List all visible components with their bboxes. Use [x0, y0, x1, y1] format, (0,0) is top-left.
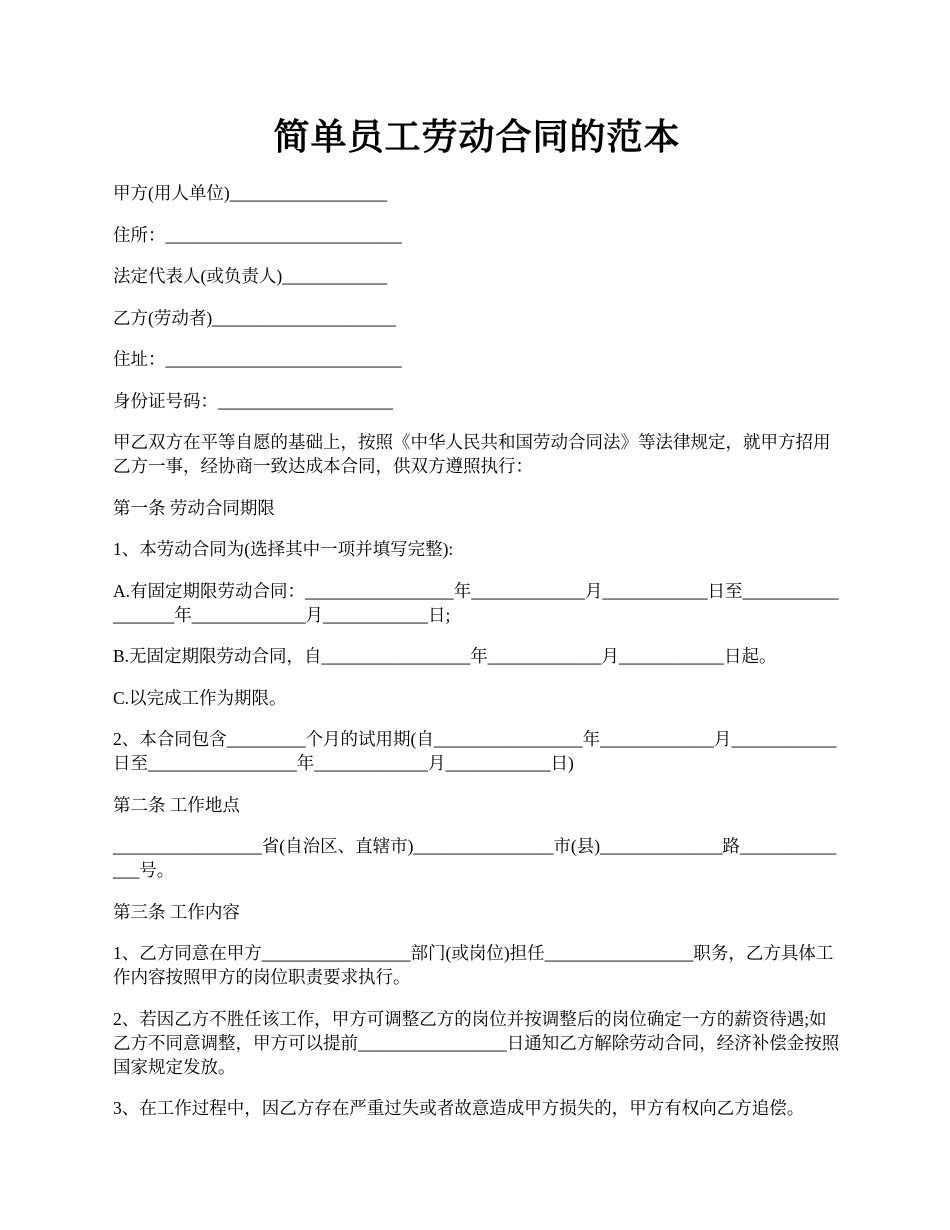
article-2-heading: 第二条 工作地点 [113, 794, 240, 815]
article-3-clause-3: 3、在工作过程中，因乙方存在严重过失或者故意造成甲方损失的，甲方有权向乙方追偿。 [113, 1098, 805, 1118]
party-b-address-line: 住址：___________________________ [113, 349, 402, 369]
document-title: 简单员工劳动合同的范本 [273, 117, 681, 157]
article-3-clause-1: 1、乙方同意在甲方_________________部门(或岗位)担任_________________职务，乙方具体工作内容按照甲方的岗位职责要求执行。 [113, 943, 834, 987]
legal-representative-line: 法定代表人(或负责人)____________ [113, 266, 388, 286]
document-page [113, 112, 841, 1138]
option-a-fixed-term: A.有固定期限劳动合同：_________________年_____________月____________日至__________________年_____________月____________日; [113, 580, 839, 625]
article-1-heading: 第一条 劳动合同期限 [113, 497, 275, 518]
preamble-paragraph: 甲乙双方在平等自愿的基础上，按照《中华人民共和国劳动合同法》等法律规定，就甲方招用乙方一事，经协商一致达成本合同，供双方遵照执行： [113, 432, 831, 476]
option-b-open-ended: B.无固定期限劳动合同，自_________________年_____________月____________日起。 [113, 646, 777, 666]
party-a-address-line: 住所：___________________________ [113, 224, 402, 245]
article-3-heading: 第三条 工作内容 [113, 901, 240, 922]
party-a-employer-line: 甲方(用人单位)__________________ [113, 183, 388, 203]
article-1-clause-1: 1、本劳动合同为(选择其中一项并填写完整): [113, 539, 454, 559]
article-1-clause-2: 2、本合同包含_________个月的试用期(自_________________年_____________月____________日至_________________年_____________月____________日) [113, 729, 837, 773]
party-b-employee-line: 乙方(劳动者)_____________________ [113, 307, 396, 328]
work-location-line: _________________省(自治区、直辖市)________________市(县)______________路______________号。 [113, 836, 837, 880]
option-c-task-based: C.以完成工作为期限。 [113, 687, 287, 708]
id-number-line: 身份证号码：____________________ [113, 390, 393, 411]
article-3-clause-2: 2、若因乙方不胜任该工作，甲方可调整乙方的岗位并按调整后的岗位确定一方的薪资待遇;如乙方不同意调整，甲方可以提前_________________日通知乙方解除劳动合同，经济补偿金按照国家规定发放。 [113, 1008, 840, 1077]
